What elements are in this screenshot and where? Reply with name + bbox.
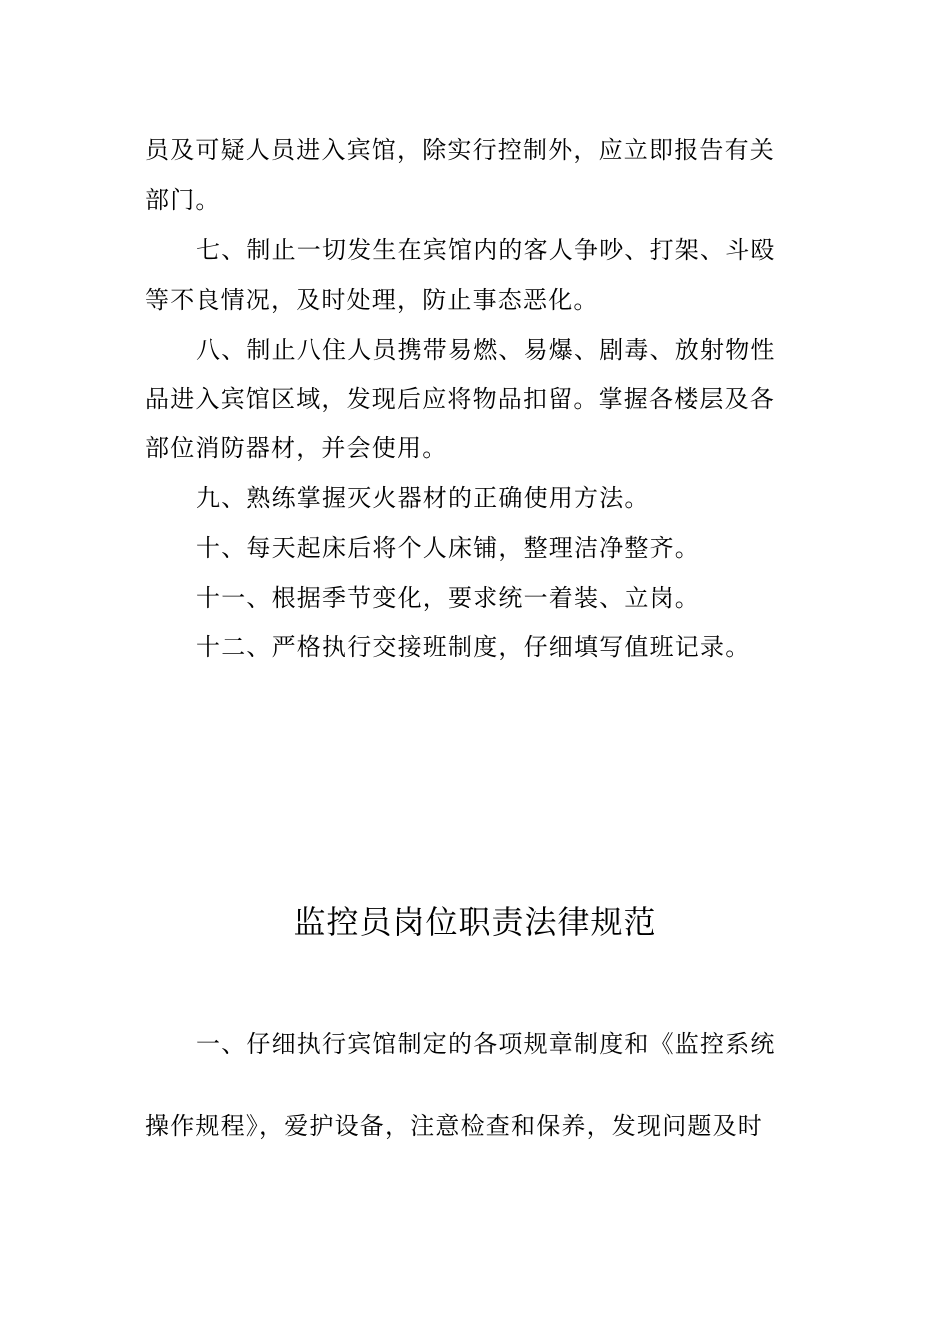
paragraph-line: 操作规程》，爱护设备，注意检查和保养，发现问题及时: [145, 1112, 763, 1140]
page-title: 监控员岗位职责法律规范: [293, 903, 657, 941]
paragraph-line: 八、制止八住人员携带易燃、易爆、剧毒、放射物性: [196, 336, 776, 364]
paragraph-line: 员及可疑人员进入宾馆，除实行控制外，应立即报告有关: [145, 136, 775, 164]
paragraph-line: 品进入宾馆区域，发现后应将物品扣留。掌握各楼层及各: [145, 385, 775, 413]
paragraph-line: 部门。: [145, 186, 221, 214]
paragraph-line: 一、仔细执行宾馆制定的各项规章制度和《监控系统: [196, 1030, 776, 1058]
paragraph-line: 十二、严格执行交接班制度，仔细填写值班记录。: [196, 633, 751, 661]
paragraph-line: 十、每天起床后将个人床铺，整理洁净整齐。: [196, 534, 700, 562]
paragraph-line: 七、制止一切发生在宾馆内的客人争吵、打架、斗殴: [196, 236, 776, 264]
paragraph-line: 十一、根据季节变化，要求统一着装、立岗。: [196, 584, 700, 612]
paragraph-line: 等不良情况，及时处理，防止事态恶化。: [145, 286, 599, 314]
paragraph-line: 九、熟练掌握灭火器材的正确使用方法。: [196, 484, 650, 512]
paragraph-line: 部位消防器材，并会使用。: [145, 434, 448, 462]
